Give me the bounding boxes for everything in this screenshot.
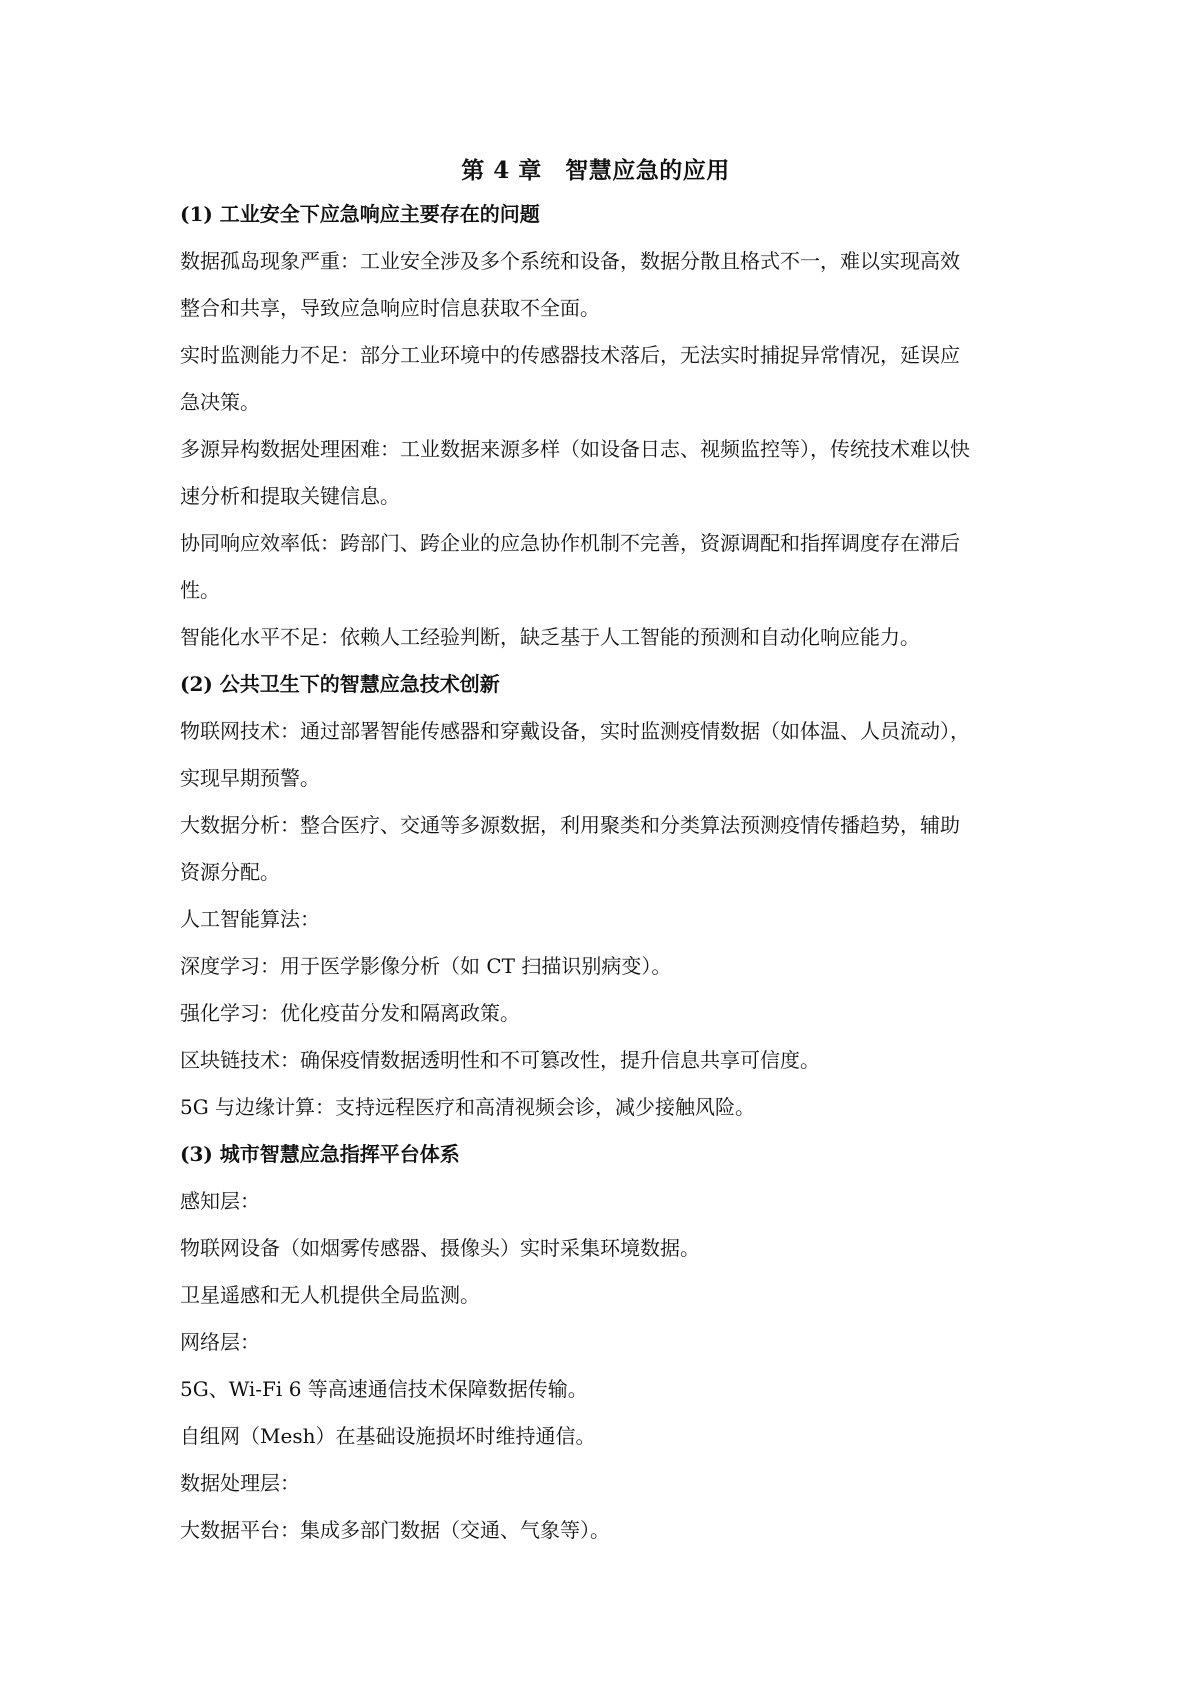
section-heading: (1) 工业安全下应急响应主要存在的问题 bbox=[180, 202, 540, 226]
paragraph-line: 深度学习：用于医学影像分析（如 CT 扫描识别病变）。 bbox=[180, 954, 672, 978]
paragraph-line: 多源异构数据处理困难：工业数据来源多样（如设备日志、视频监控等），传统技术难以快 bbox=[180, 437, 970, 461]
paragraph-line: 实现早期预警。 bbox=[180, 766, 320, 790]
section-heading: (2) 公共卫生下的智慧应急技术创新 bbox=[180, 672, 500, 696]
document-body bbox=[180, 199, 1020, 1562]
paragraph-line: 整合和共享，导致应急响应时信息获取不全面。 bbox=[180, 296, 600, 320]
paragraph-line: 急决策。 bbox=[180, 390, 260, 414]
chapter-title: 第 4 章 智慧应急的应用 bbox=[461, 157, 730, 184]
paragraph-line: 5G 与边缘计算：支持远程医疗和高清视频会诊，减少接触风险。 bbox=[180, 1095, 756, 1119]
paragraph-line: 自组网（Mesh）在基础设施损坏时维持通信。 bbox=[180, 1424, 596, 1448]
paragraph-line: 区块链技术：确保疫情数据透明性和不可篡改性，提升信息共享可信度。 bbox=[180, 1048, 820, 1072]
paragraph-line: 大数据分析：整合医疗、交通等多源数据，利用聚类和分类算法预测疫情传播趋势，辅助 bbox=[180, 813, 960, 837]
paragraph-line: 大数据平台：集成多部门数据（交通、气象等）。 bbox=[180, 1518, 610, 1542]
paragraph-line: 物联网技术：通过部署智能传感器和穿戴设备，实时监测疫情数据（如体温、人员流动）， bbox=[180, 719, 970, 743]
paragraph-line: 协同响应效率低：跨部门、跨企业的应急协作机制不完善，资源调配和指挥调度存在滞后 bbox=[180, 531, 960, 555]
paragraph-line: 实时监测能力不足：部分工业环境中的传感器技术落后，无法实时捕捉异常情况，延误应 bbox=[180, 343, 960, 367]
paragraph-line: 资源分配。 bbox=[180, 860, 280, 884]
paragraph-line: 速分析和提取关键信息。 bbox=[180, 484, 400, 508]
paragraph-line: 智能化水平不足：依赖人工经验判断，缺乏基于人工智能的预测和自动化响应能力。 bbox=[180, 625, 920, 649]
paragraph-line: 感知层： bbox=[180, 1189, 260, 1213]
paragraph-line: 卫星遥感和无人机提供全局监测。 bbox=[180, 1283, 480, 1307]
paragraph-line: 人工智能算法： bbox=[180, 907, 320, 931]
paragraph-line: 性。 bbox=[180, 578, 220, 602]
section-heading: (3) 城市智慧应急指挥平台体系 bbox=[180, 1142, 460, 1166]
paragraph-line: 数据处理层： bbox=[180, 1471, 300, 1495]
paragraph-line: 物联网设备（如烟雾传感器、摄像头）实时采集环境数据。 bbox=[180, 1236, 700, 1260]
paragraph-line: 强化学习：优化疫苗分发和隔离政策。 bbox=[180, 1001, 520, 1025]
paragraph-line: 5G、Wi-Fi 6 等高速通信技术保障数据传输。 bbox=[180, 1377, 588, 1401]
paragraph-line: 数据孤岛现象严重：工业安全涉及多个系统和设备，数据分散且格式不一，难以实现高效 bbox=[180, 249, 960, 273]
paragraph-line: 网络层： bbox=[180, 1330, 260, 1354]
